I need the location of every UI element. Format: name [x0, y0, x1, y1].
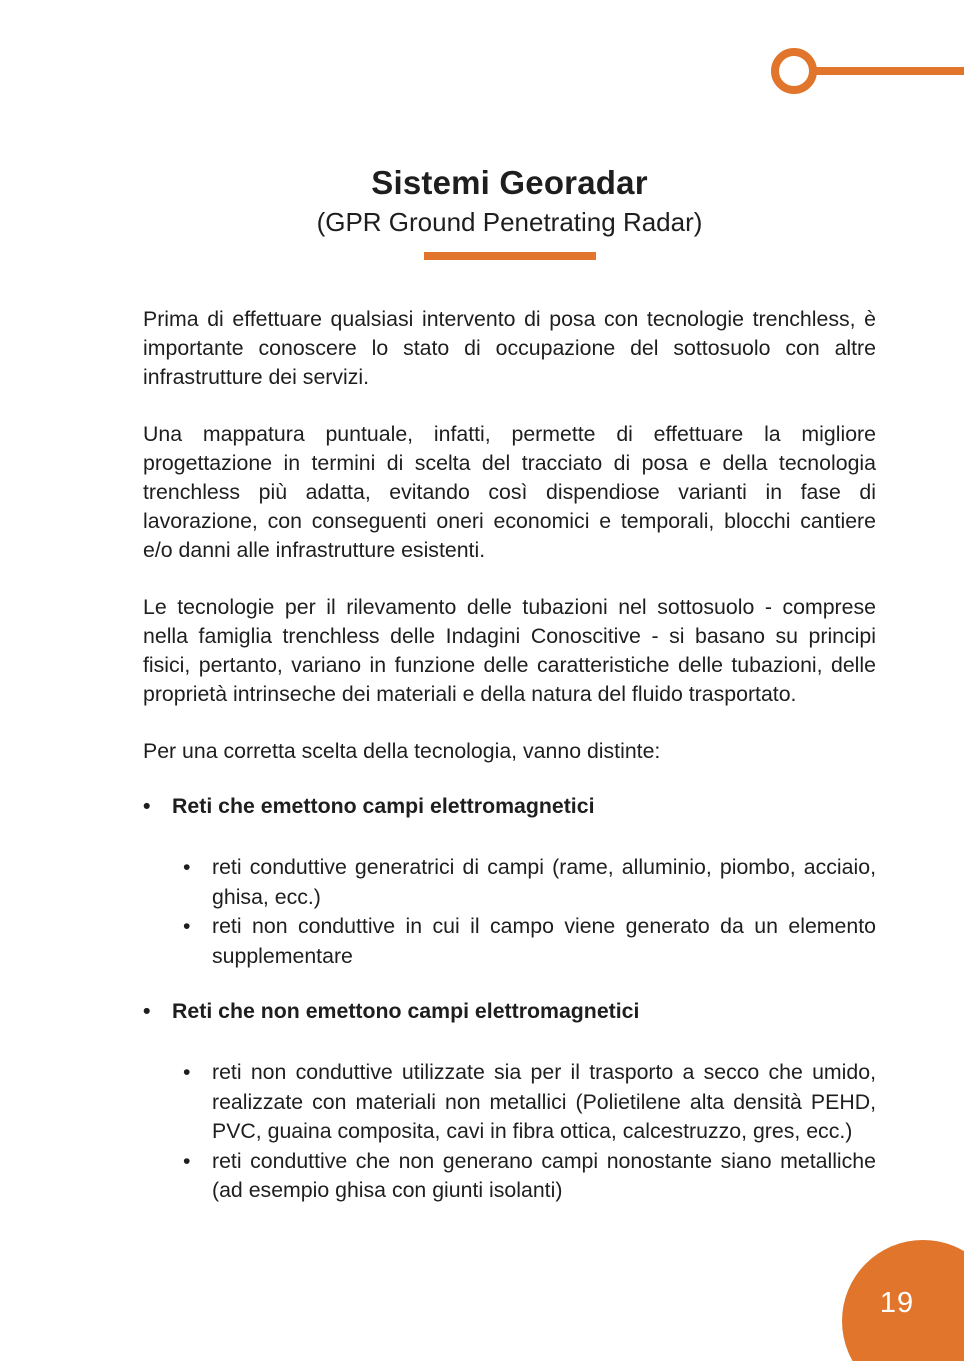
paragraph-intro: Prima di effettuare qualsiasi intervento di posa con tecnologie trenchless, è importante conoscere lo stato di occupazione del sottosuolo con altre infrastrutture dei servizi. [143, 307, 876, 389]
sublist-item-text: reti non conduttive in cui il campo viene generato da un elemento supplementare [212, 914, 876, 968]
sublist-item-conductive [183, 853, 876, 912]
bullet-icon: • [183, 855, 191, 879]
page-subtitle: (GPR Ground Penetrating Radar) [316, 207, 703, 237]
page-number-badge [842, 1240, 964, 1361]
list-item-emitting-networks [143, 792, 876, 821]
list-heading: Reti che non emettono campi elettromagnetici [172, 999, 640, 1023]
body-text [143, 305, 876, 766]
sublist-item-non-metallic [183, 1058, 876, 1147]
bullet-icon: • [183, 914, 191, 938]
sublist-item-text: reti conduttive generatrici di campi (rame, alluminio, piombo, acciaio, ghisa, ecc.) [212, 855, 876, 909]
header-decoration [0, 0, 964, 100]
ring-icon [771, 48, 817, 94]
sublist-item-text: reti non conduttive utilizzate sia per il trasporto a secco che umido, realizzate con materiali non metallici (Polietilene alta densità PEHD, PVC, guaina composita, cavi in fibra ottica, calcestruzzo, gres, ecc.) [212, 1060, 876, 1143]
bullet-icon: • [143, 999, 151, 1023]
bullet-icon: • [183, 1148, 191, 1173]
list-heading: Reti che emettono campi elettromagnetici [172, 794, 595, 818]
paragraph-technologies: Le tecnologie per il rilevamento delle tubazioni nel sottosuolo - comprese nella famiglia trenchless delle Indagini Conoscitive - si basano su principi fisici, pertanto, variano in funzione delle caratteristiche delle tubazioni, delle proprietà intrinseche dei materiali e della natura del fluido trasportato. [143, 595, 876, 706]
sublist-item-insulated-joints [183, 1147, 876, 1206]
paragraph-choice-lead-in: Per una corretta scelta della tecnologia, vanno distinte: [143, 739, 661, 763]
paragraph-mapping: Una mappatura puntuale, infatti, permette di effettuare la migliore progettazione in termini di scelta del tracciato di posa e della tecnologia trenchless più adatta, evitando così dispendiose varianti in fase di lavorazione, con conseguenti oneri economici e temporali, blocchi cantiere e/o danni alle infrastrutture esistenti. [143, 422, 876, 562]
page-title: Sistemi Georadar [371, 164, 648, 201]
list-item-non-emitting-networks [143, 997, 876, 1026]
sublist-item-text: reti conduttive che non generano campi nonostante siano metalliche (ad esempio ghisa con giunti isolanti) [212, 1148, 876, 1202]
sublist-emitting-networks [183, 853, 876, 971]
horizontal-accent-line [816, 67, 964, 75]
bullet-icon: • [143, 794, 151, 818]
title-underline-rule [424, 252, 596, 260]
sublist-non-emitting-networks [183, 1058, 876, 1206]
content-column [143, 163, 876, 1206]
sublist-item-non-conductive [183, 912, 876, 971]
bullet-icon: • [183, 1060, 191, 1084]
page-number: 19 [879, 1286, 915, 1319]
